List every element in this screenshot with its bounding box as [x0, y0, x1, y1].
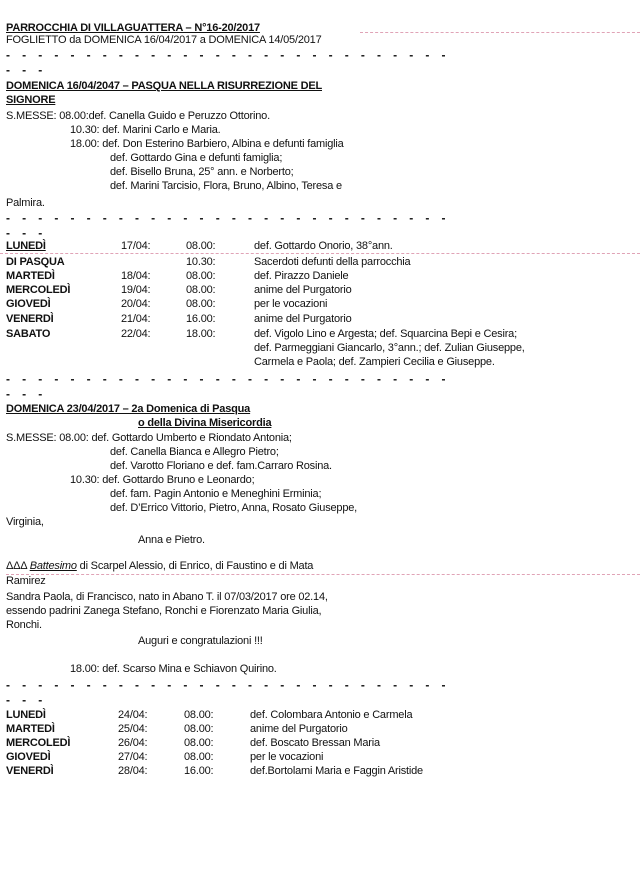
intention-cell: def. Colombara Antonio e Carmela — [250, 709, 413, 721]
mass-line: def. Bisello Bruna, 25° ann. e Norberto; — [110, 166, 294, 178]
time-cell: 10.30: — [186, 256, 216, 268]
mass-line: 18.00: def. Scarso Mina e Schiavon Quirino. — [70, 663, 277, 675]
separator: - - - - - - - - - - - - - - - - - - - - - - - - - - - - — [6, 211, 450, 225]
page-title: PARROCCHIA DI VILLAGUATTERA – N°16-20/2017 — [6, 22, 260, 34]
section-heading-cont: o della Divina Misericordia — [138, 417, 272, 429]
intention-cell: per le vocazioni — [254, 298, 328, 310]
mass-line: def. Canella Bianca e Allegro Pietro; — [110, 446, 279, 458]
baptism-line: Sandra Paola, di Francisco, nato in Abano T. il 07/03/2017 ore 02.14, — [6, 591, 328, 603]
time-cell: 08.00: — [184, 723, 214, 735]
separator-short: - - - — [6, 693, 47, 707]
intention-cell: anime del Purgatorio — [254, 284, 352, 296]
section-heading: DOMENICA 16/04/2047 – PASQUA NELLA RISURREZIONE DEL — [6, 80, 322, 92]
time-cell: 08.00: — [184, 709, 214, 721]
mass-line: def. D’Errico Vittorio, Pietro, Anna, Rosato Giuseppe, — [110, 502, 358, 514]
date-cell: 22/04: — [121, 328, 151, 340]
date-cell: 17/04: — [121, 240, 151, 252]
intention-cell: def. Gottardo Onorio, 38°ann. — [254, 240, 393, 252]
mass-line: 18.00: def. Don Esterino Barbiero, Albina e defunti famiglia — [70, 138, 344, 150]
baptism-text: di Scarpel Alessio, di Enrico, di Faustino e di Mata — [76, 560, 314, 572]
time-cell: 08.00: — [184, 751, 214, 763]
intention-cell: def. Parmeggiani Giancarlo, 3°ann.; def. Zulian Giuseppe, — [254, 342, 525, 354]
mass-line: S.MESSE: 08.00: def. Gottardo Umberto e Riondato Antonia; — [6, 432, 292, 444]
mass-line: Palmira. — [6, 197, 45, 209]
day-label: VENERDÌ — [6, 313, 54, 325]
baptism-line: essendo padrini Zanega Stefano, Ronchi e Fiorenzato Maria Giulia, — [6, 605, 322, 617]
intention-cell: def. Pirazzo Daniele — [254, 270, 349, 282]
section-heading: DOMENICA 23/04/2017 – 2a Domenica di Pasqua — [6, 403, 251, 415]
day-label: MERCOLEDÌ — [6, 284, 71, 296]
time-cell: 16.00: — [186, 313, 216, 325]
mass-line: def. Varotto Floriano e def. fam.Carraro Rosina. — [110, 460, 332, 472]
intention-cell: anime del Purgatorio — [254, 313, 352, 325]
day-label: GIOVEDÌ — [6, 751, 51, 763]
intention-cell: def.Bortolami Maria e Faggin Aristide — [250, 765, 423, 777]
mass-line: 10.30: def. Gottardo Bruno e Leonardo; — [70, 474, 255, 486]
page-edge-rule — [6, 574, 640, 575]
time-cell: 08.00: — [186, 298, 216, 310]
day-label: MARTEDÌ — [6, 723, 55, 735]
intention-cell: anime del Purgatorio — [250, 723, 348, 735]
time-cell: 08.00: — [186, 270, 216, 282]
separator-short: - - - — [6, 226, 47, 240]
mass-line: def. Marini Tarcisio, Flora, Bruno, Albino, Teresa e — [110, 180, 342, 192]
time-cell: 08.00: — [186, 240, 216, 252]
day-label: DI PASQUA — [6, 256, 65, 268]
date-cell: 18/04: — [121, 270, 151, 282]
day-label: VENERDÌ — [6, 765, 54, 777]
page-edge-rule — [360, 32, 640, 33]
separator-short: - - - — [6, 387, 47, 401]
page-edge-rule — [0, 253, 640, 254]
intention-cell: Carmela e Paola; def. Zampieri Cecilia e Giuseppe. — [254, 356, 495, 368]
date-cell: 25/04: — [118, 723, 148, 735]
intention-cell: Sacerdoti defunti della parrocchia — [254, 256, 411, 268]
day-label: GIOVEDÌ — [6, 298, 51, 310]
separator-short: - - - — [6, 63, 47, 77]
date-cell: 24/04: — [118, 709, 148, 721]
day-label: LUNEDÌ — [6, 240, 46, 252]
mass-line: 10.30: def. Marini Carlo e Maria. — [70, 124, 221, 136]
time-cell: 08.00: — [186, 284, 216, 296]
mass-line: def. fam. Pagin Antonio e Meneghini Erminia; — [110, 488, 322, 500]
intention-cell: per le vocazioni — [250, 751, 324, 763]
day-label: SABATO — [6, 328, 51, 340]
day-label: MARTEDÌ — [6, 270, 55, 282]
date-cell: 19/04: — [121, 284, 151, 296]
mass-line: Virginia, — [6, 516, 44, 528]
separator: - - - - - - - - - - - - - - - - - - - - - - - - - - - - — [6, 48, 450, 62]
mass-line: Anna e Pietro. — [138, 534, 205, 546]
day-label: LUNEDÌ — [6, 709, 46, 721]
separator: - - - - - - - - - - - - - - - - - - - - - - - - - - - - — [6, 372, 450, 386]
time-cell: 08.00: — [184, 737, 214, 749]
date-cell: 26/04: — [118, 737, 148, 749]
day-label: MERCOLEDÌ — [6, 737, 71, 749]
baptism-line — [6, 560, 313, 573]
page-subtitle: FOGLIETTO da DOMENICA 16/04/2017 a DOMENICA 14/05/2017 — [6, 34, 322, 46]
baptism-line: Ronchi. — [6, 619, 42, 631]
date-cell: 27/04: — [118, 751, 148, 763]
baptism-icon: ΔΔΔ — [6, 560, 27, 572]
baptism-word: Battesimo — [29, 560, 77, 572]
time-cell: 18.00: — [186, 328, 216, 340]
date-cell: 20/04: — [121, 298, 151, 310]
time-cell: 16.00: — [184, 765, 214, 777]
date-cell: 28/04: — [118, 765, 148, 777]
mass-line: S.MESSE: 08.00:def. Canella Guido e Peruzzo Ottorino. — [6, 110, 270, 122]
section-heading-cont: SIGNORE — [6, 94, 56, 106]
mass-line: def. Gottardo Gina e defunti famiglia; — [110, 152, 283, 164]
baptism-line: Ramirez — [6, 575, 46, 587]
date-cell: 21/04: — [121, 313, 151, 325]
intention-cell: def. Vigolo Lino e Argesta; def. Squarcina Bepi e Cesira; — [254, 328, 517, 340]
separator: - - - - - - - - - - - - - - - - - - - - - - - - - - - - — [6, 678, 450, 692]
wishes-line: Auguri e congratulazioni !!! — [138, 635, 263, 647]
intention-cell: def. Boscato Bressan Maria — [250, 737, 380, 749]
